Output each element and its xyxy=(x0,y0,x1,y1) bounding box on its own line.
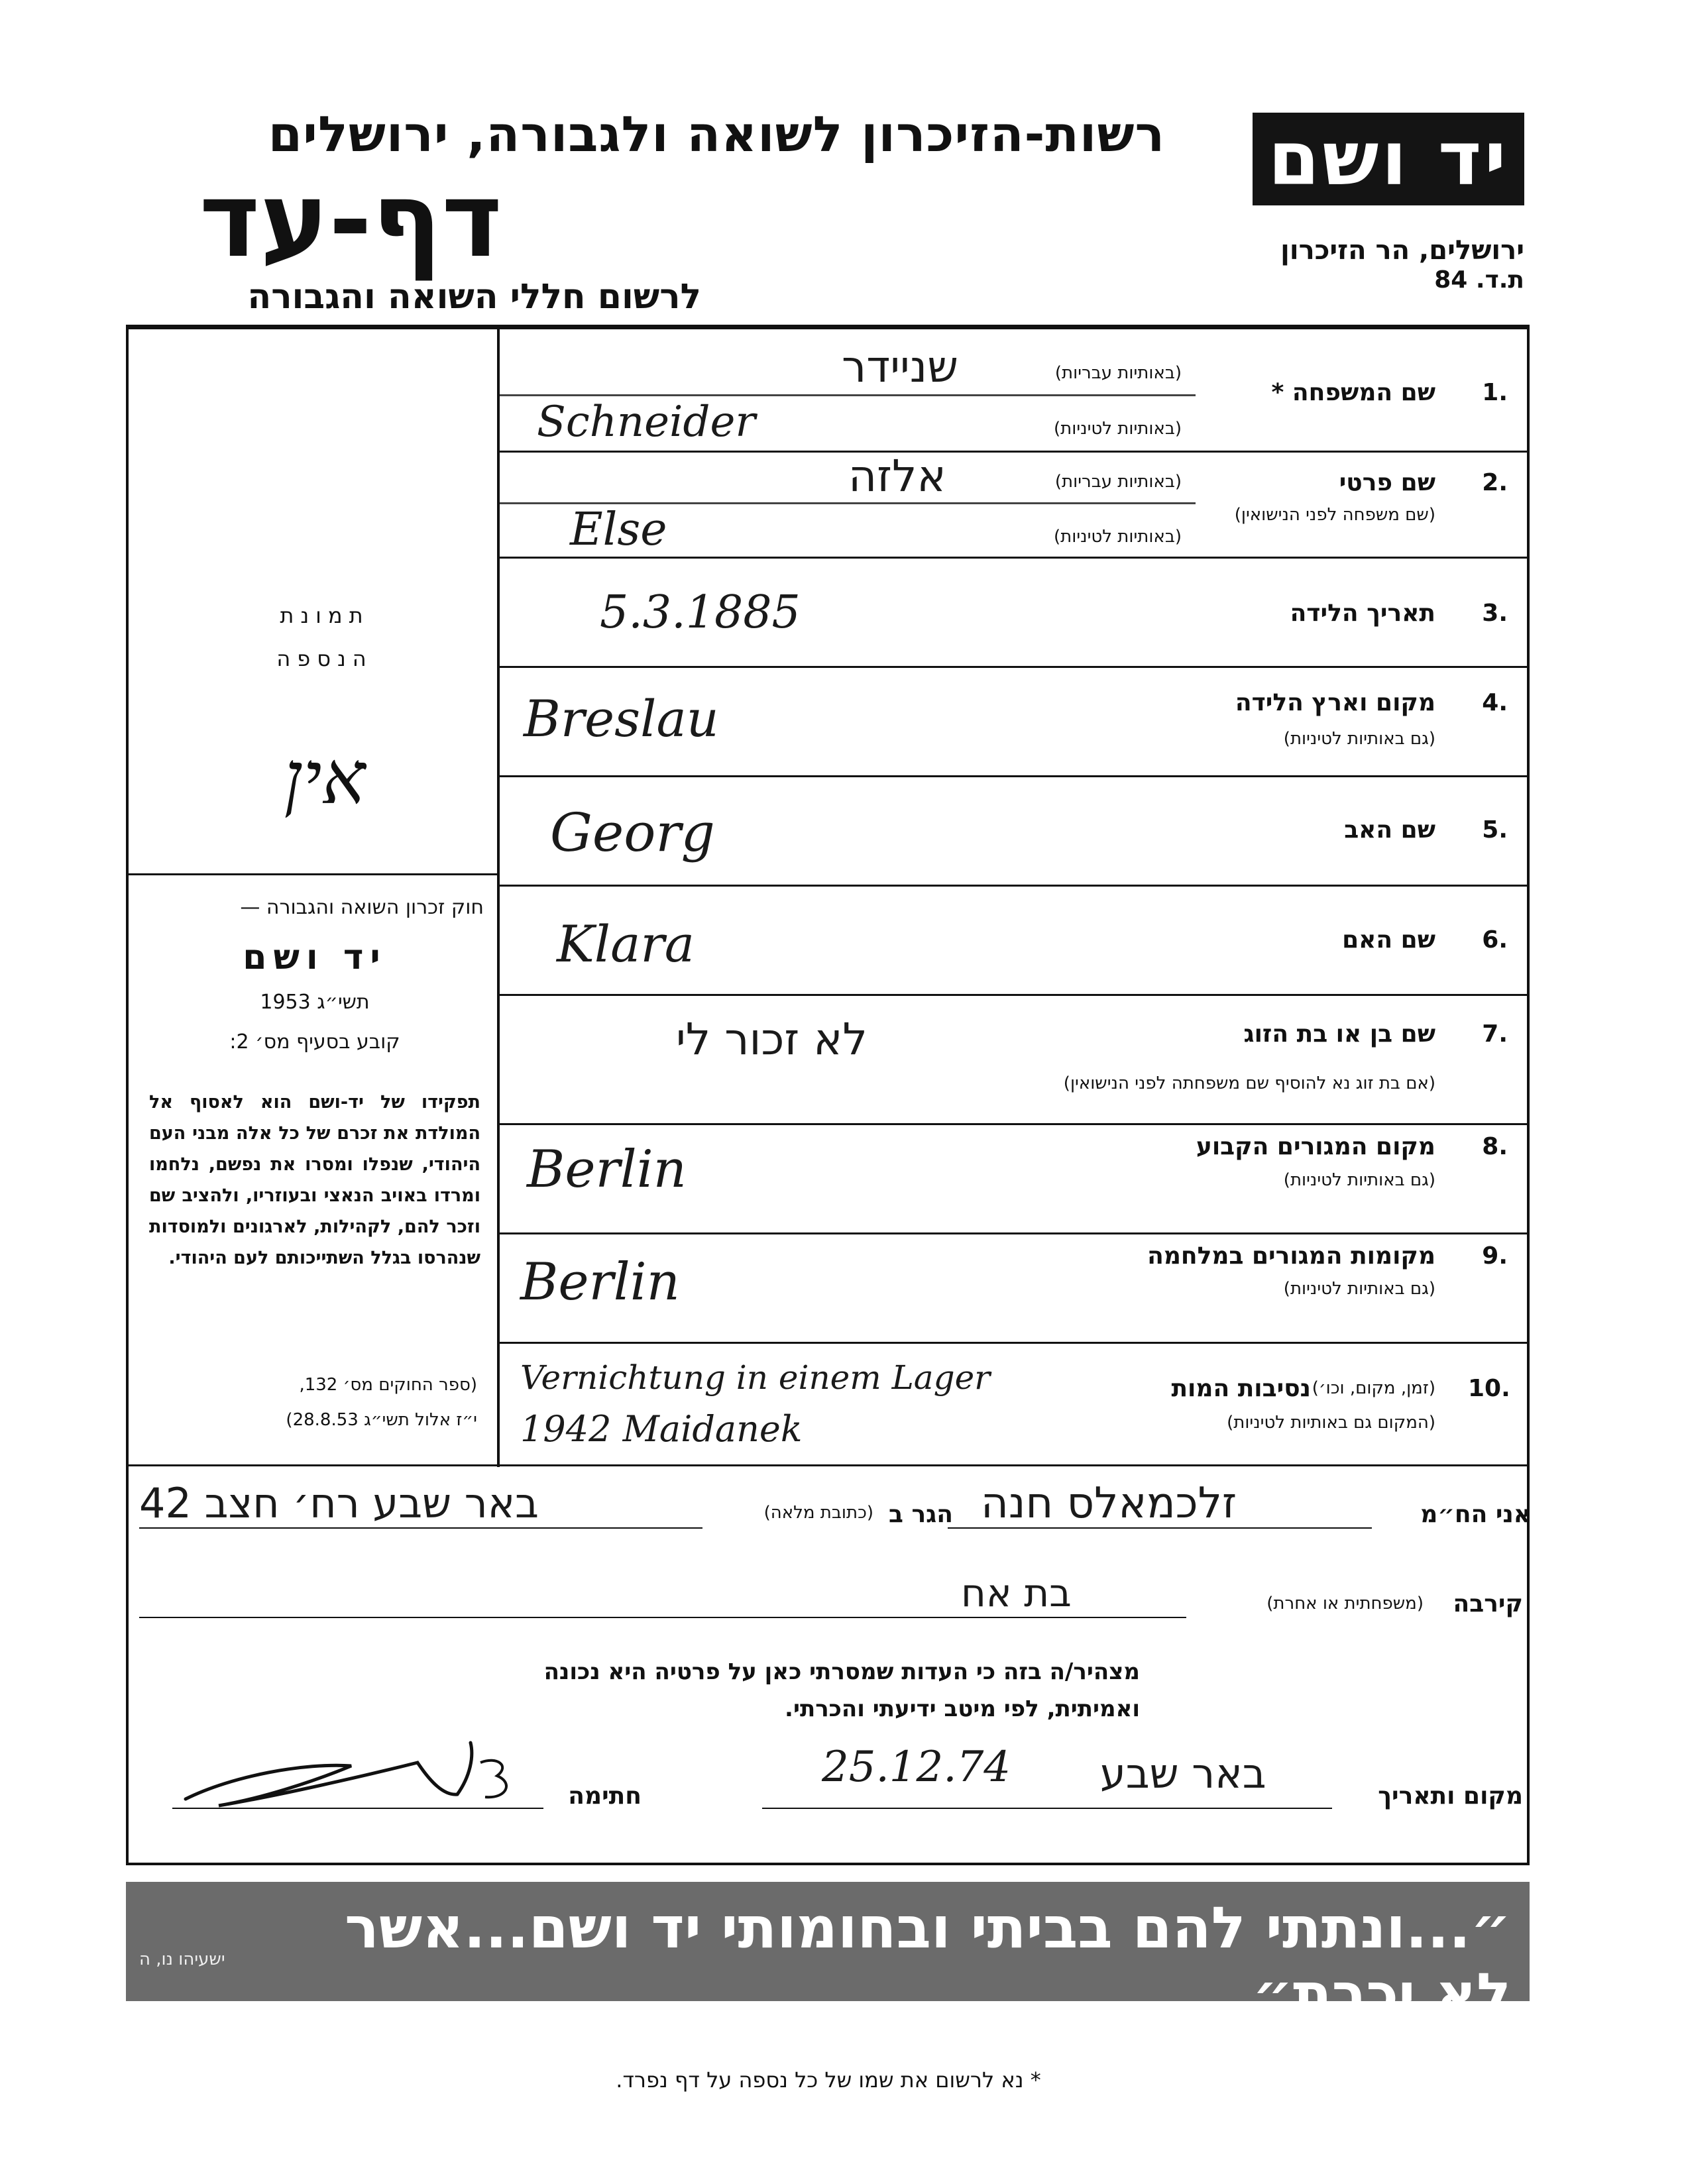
latin-letters-hint: (באותיות לטיניות) xyxy=(1054,419,1182,439)
first-name-hebrew-value[interactable]: אלזה xyxy=(848,451,946,502)
row-divider xyxy=(500,775,1527,777)
field-sublabel: (שם משפחה לפני הנישואין) xyxy=(1234,505,1435,525)
birth-date-value[interactable]: 5.3.1885 xyxy=(600,586,801,639)
declarant-label: אני הח״מ xyxy=(1420,1501,1531,1528)
first-name-latin-value[interactable]: Else xyxy=(570,504,667,556)
address-value[interactable]: באר שבע רח׳ חצב 42 xyxy=(139,1479,539,1527)
place-date-label: מקום ותאריך xyxy=(1378,1782,1523,1810)
death-circumstances-value-line2[interactable]: 1942 Maidanek xyxy=(520,1408,803,1450)
law-year: תשי״ג 1953 xyxy=(260,991,370,1014)
law-clause: קובע בסעיף מס׳ 2: xyxy=(229,1030,400,1054)
field-number: 9. xyxy=(1482,1242,1508,1270)
row-divider xyxy=(500,666,1527,668)
logo-address-line2: ת.ד. 84 xyxy=(1434,266,1524,294)
row-divider xyxy=(500,885,1527,887)
field-number: 10. xyxy=(1468,1375,1510,1402)
field-label-residence: מקום המגורים הקבוע xyxy=(1196,1133,1435,1160)
address-hint: (כתובת מלאה) xyxy=(763,1503,873,1523)
lives-at-label: הגר ב xyxy=(889,1501,953,1528)
column-divider xyxy=(497,327,500,1467)
row-sub-divider xyxy=(500,394,1196,396)
place-value[interactable]: באר שבע xyxy=(1100,1749,1266,1798)
form-title: דף-עד xyxy=(199,160,502,280)
law-reference-line2: י״ז אלול תשי״ג 28.8.53) xyxy=(286,1410,477,1430)
field-sublabel: (אם בת זוג נא להוסיף שם משפחתה לפני הנישואין) xyxy=(1063,1073,1435,1093)
hebrew-letters-hint: (באותיות עבריות) xyxy=(1054,363,1182,383)
surname-latin-value[interactable]: Schneider xyxy=(537,398,756,447)
surname-hebrew-value[interactable]: שניידר xyxy=(842,341,958,392)
form-subtitle: לרשום חללי השואה והגבורה xyxy=(247,277,701,317)
field-sublabel: (גם באותיות לטיניות) xyxy=(1283,729,1435,749)
residence-value[interactable]: Berlin xyxy=(527,1140,687,1199)
signature-label: חתימה xyxy=(568,1782,642,1810)
footnote: * נא לרשום את שמו של כל נספה על דף נפרד. xyxy=(616,2067,1041,2093)
photo-label-line2: הנספה xyxy=(276,646,373,671)
authority-name: רשות-הזיכרון לשואה ולגבורה, ירושלים xyxy=(268,106,1165,163)
field-number: 8. xyxy=(1482,1133,1508,1160)
relation-value[interactable]: בת אח xyxy=(961,1570,1072,1615)
field-label-birth-place: מקום וארץ הלידה xyxy=(1235,689,1435,716)
field-label-spouse-name: שם בן או בת הזוג xyxy=(1243,1020,1435,1048)
quote-source: ישעיהו נו, ה xyxy=(139,1949,225,1969)
photo-label-line1: תמונת xyxy=(280,603,370,628)
field-number: 5. xyxy=(1482,816,1508,844)
field-label-mother-name: שם האם xyxy=(1342,926,1435,954)
field-number: 6. xyxy=(1482,926,1508,954)
field-label-birth-date: תאריך הלידה xyxy=(1290,600,1435,627)
row-divider xyxy=(129,1464,1527,1466)
place-date-line xyxy=(762,1808,1332,1809)
mother-name-value[interactable]: Klara xyxy=(557,914,695,973)
law-reference-line1: (ספר החוקים מס׳ 132, xyxy=(299,1375,477,1395)
hebrew-letters-hint: (באותיות עבריות) xyxy=(1054,472,1182,492)
field-label-death-circumstances: נסיבות המות xyxy=(1171,1375,1311,1402)
row-divider xyxy=(500,994,1527,996)
birth-place-value[interactable]: Breslau xyxy=(524,689,719,748)
left-panel-divider xyxy=(129,873,497,875)
spouse-name-value[interactable]: לא זכור לי xyxy=(676,1014,868,1065)
field-number: 3. xyxy=(1482,600,1508,627)
photo-value[interactable]: אין xyxy=(284,736,366,820)
field-sublabel: (גם באותיות לטיניות) xyxy=(1283,1279,1435,1299)
yad-vashem-logo: יד ושם xyxy=(1253,113,1524,205)
quote-text: ״...ונתתי להם בביתי ובחומותי יד ושם...אשר לא יכרת״ xyxy=(345,1895,1511,2028)
father-name-value[interactable]: Georg xyxy=(550,802,715,863)
field-number: 4. xyxy=(1482,689,1508,716)
wartime-residence-value[interactable]: Berlin xyxy=(520,1252,680,1312)
row-divider xyxy=(500,557,1527,559)
field-sublabel: (המקום גם באותיות לטיניות) xyxy=(1227,1413,1435,1433)
law-body: תפקידו של יד-ושם הוא לאסוף אל המולדת את זכרם של כל אלה מבני העם היהודי, שנפלו ומסרו את נפשם, נלחמו ומרדו באויב הנאצי ובעוזריו, ולהציב שם וזכר להם, לקהילות, לארגונים ולמוסדות שנהרסו בגלל השתייכותם לעם היהודי. xyxy=(149,1092,480,1268)
relation-label: קירבה xyxy=(1453,1590,1523,1617)
relation-hint: (משפחתית או אחרת) xyxy=(1266,1594,1424,1613)
declarant-name-value[interactable]: זלכמאלס חנה xyxy=(981,1479,1237,1528)
death-circumstances-value-line1[interactable]: Vernichtung in einem Lager xyxy=(520,1358,991,1397)
field-sublabel: (גם באותיות לטיניות) xyxy=(1283,1170,1435,1190)
field-label-surname: שם המשפחה * xyxy=(1271,379,1435,406)
logo-address-line1: ירושלים, הר הזיכרון xyxy=(1280,235,1524,266)
field-number: 1. xyxy=(1482,379,1508,406)
date-value[interactable]: 25.12.74 xyxy=(822,1743,1011,1792)
field-number: 2. xyxy=(1482,469,1508,496)
field-number: 7. xyxy=(1482,1020,1508,1048)
law-title: חוק זכרון השואה והגבורה — xyxy=(240,896,484,919)
field-label-wartime-residence: מקומות המגורים במלחמה xyxy=(1147,1242,1435,1270)
field-label-father-name: שם האב xyxy=(1344,816,1435,844)
row-divider xyxy=(500,1123,1527,1125)
field-label-first-name: שם פרטי xyxy=(1339,469,1435,496)
row-divider xyxy=(500,1342,1527,1344)
law-name: יד ושם xyxy=(243,938,387,977)
field-hint: (זמן, מקום, וכו׳) xyxy=(1312,1378,1435,1398)
relation-line xyxy=(139,1617,1186,1618)
declaration-statement: מצהיר/ה בזה כי העדות שמסרתי כאן על פרטיה היא נכונה ואמיתית, לפי מיטב ידיעתי והכרתי. xyxy=(543,1659,1140,1722)
signature-mark[interactable] xyxy=(179,1736,524,1816)
row-divider xyxy=(500,451,1527,453)
address-line xyxy=(139,1527,702,1529)
row-divider xyxy=(500,1232,1527,1234)
latin-letters-hint: (באותיות לטיניות) xyxy=(1054,527,1182,547)
